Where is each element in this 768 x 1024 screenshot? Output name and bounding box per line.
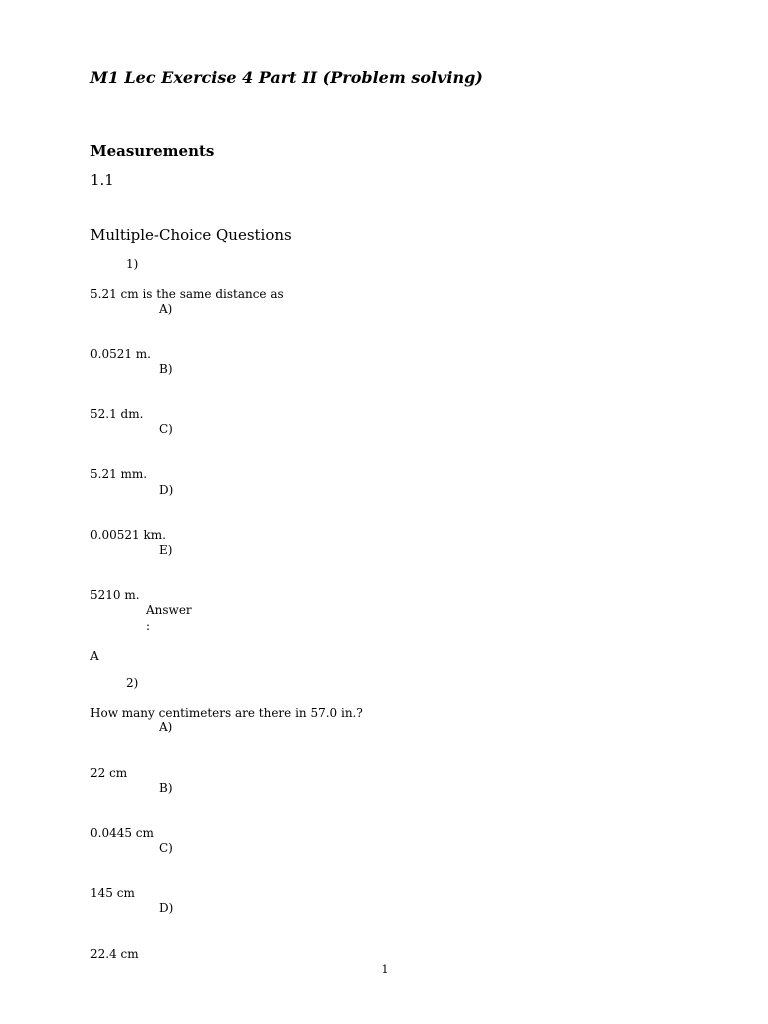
answer-label-colon: : — [146, 619, 151, 633]
choice-text: 22 cm — [90, 766, 128, 780]
section-heading: Measurements — [90, 142, 215, 160]
choice-letter: B) — [159, 781, 173, 795]
question-text: 5.21 cm is the same distance as — [90, 287, 284, 301]
choice-text: 0.00521 km. — [90, 528, 166, 542]
choice-letter: A) — [159, 720, 173, 734]
choice-letter: B) — [159, 362, 173, 376]
choice-letter: A) — [159, 302, 173, 316]
question-number: 1) — [126, 257, 139, 271]
choice-letter: D) — [159, 483, 174, 497]
question-number: 2) — [126, 676, 139, 690]
choice-text: 22.4 cm — [90, 947, 139, 961]
answer-label: Answer — [146, 603, 192, 617]
answer-value: A — [90, 649, 99, 663]
document-title: M1 Lec Exercise 4 Part II (Problem solving) — [90, 68, 483, 87]
choice-letter: C) — [159, 841, 173, 855]
choice-text: 0.0445 cm — [90, 826, 154, 840]
choice-letter: D) — [159, 901, 174, 915]
page-number: 1 — [381, 963, 389, 976]
choice-text: 0.0521 m. — [90, 347, 151, 361]
choice-text: 52.1 dm. — [90, 407, 144, 421]
choice-letter: E) — [159, 543, 173, 557]
choice-text: 145 cm — [90, 886, 135, 900]
subsection-number: 1.1 — [90, 171, 114, 189]
mcq-heading: Multiple-Choice Questions — [90, 226, 292, 244]
choice-letter: C) — [159, 422, 173, 436]
choice-text: 5.21 mm. — [90, 467, 148, 481]
choice-text: 5210 m. — [90, 588, 140, 602]
question-text: How many centimeters are there in 57.0 in.? — [90, 706, 363, 720]
